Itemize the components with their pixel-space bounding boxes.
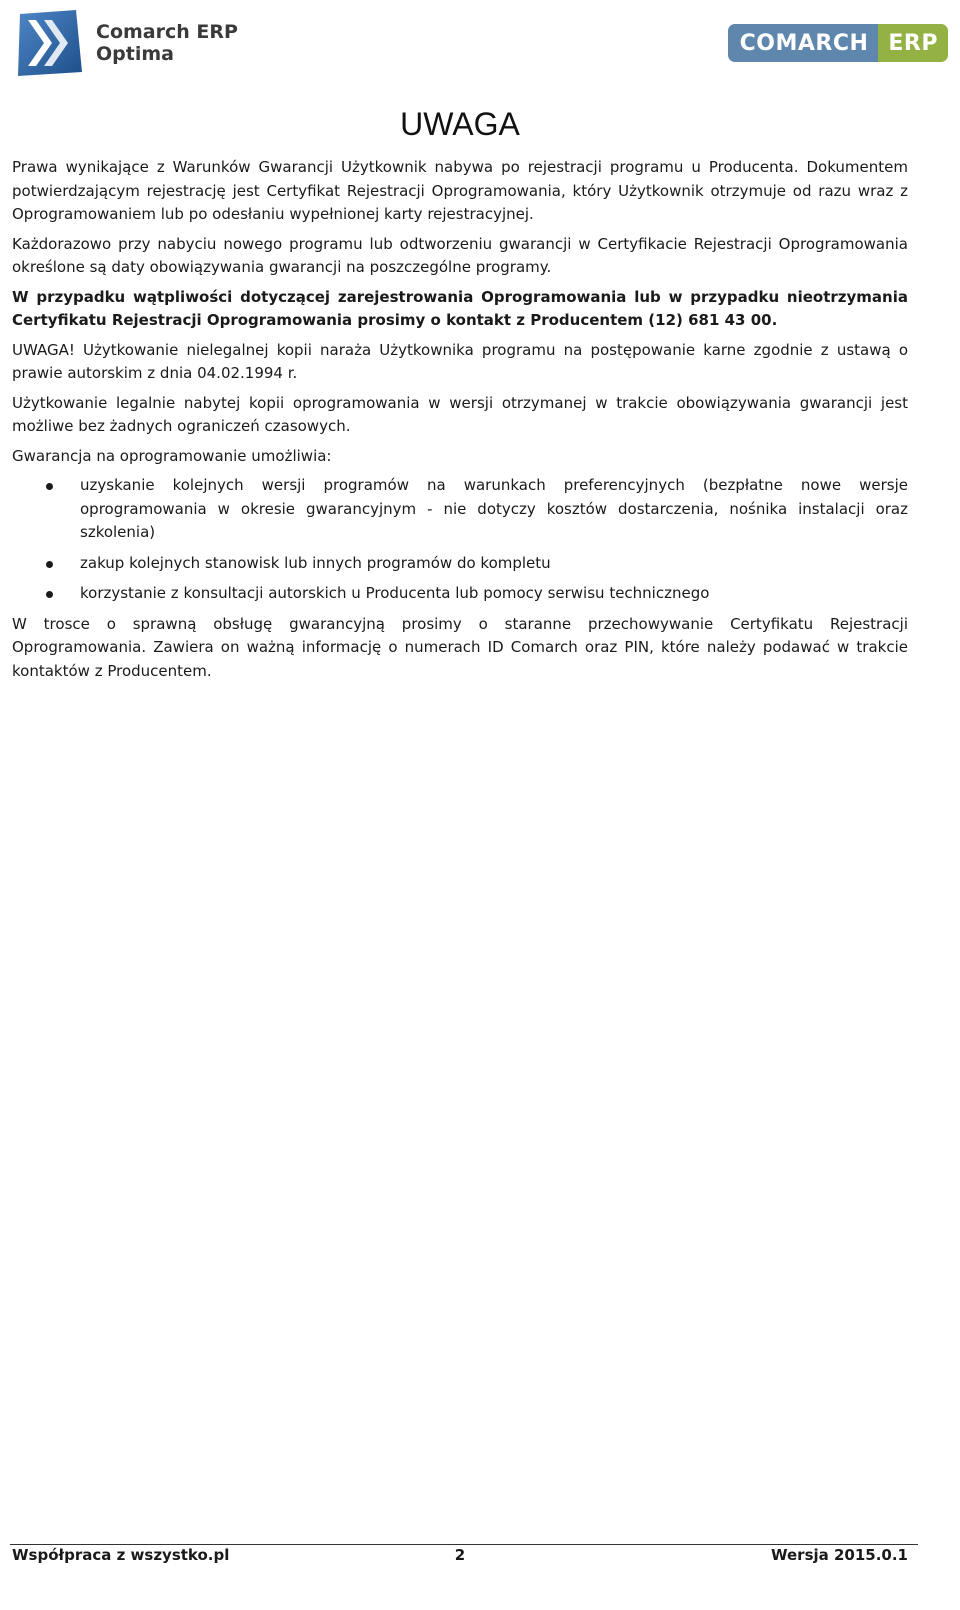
paragraph-contact: W przypadku wątpliwości dotyczącej zarejestrowania Oprogramowania lub w przypadku nieotrzymania Certyfikatu Rejestracji Oprogramowania prosimy o kontakt z Producentem (12) 681 43 00. <box>12 287 908 329</box>
page-title: UWAGA <box>400 106 520 142</box>
comarch-erp-logo <box>728 24 948 62</box>
warranty-benefits-list <box>12 474 908 606</box>
logo-product-line2: Optima <box>96 43 174 65</box>
paragraph-illegal-copy-warning: UWAGA! Użytkowanie nielegalnej kopii naraża Użytkownika programu na postępowanie karne zgodnie z ustawą o prawie autorskim z dnia 04.02.1994 r. <box>12 340 908 382</box>
bullet-icon <box>46 483 53 490</box>
list-item-text: zakup kolejnych stanowisk lub innych programów do kompletu <box>80 553 551 572</box>
bullet-icon <box>46 561 53 568</box>
paragraph-certificate-storage: W trosce o sprawną obsługę gwarancyjną prosimy o staranne przechowywanie Certyfikatu Rejestracji Oprogramowania. Zawiera on ważną informację o numerach ID Comarch oraz PIN, które należy podawać w trakcie kontaktów z Producentem. <box>12 614 908 680</box>
paragraph-warranty-intro: Gwarancja na oprogramowanie umożliwia: <box>12 446 332 465</box>
list-item <box>12 552 908 576</box>
footer-version: Wersja 2015.0.1 <box>770 1546 908 1564</box>
footer-page-number: 2 <box>454 1546 466 1564</box>
list-item-text: korzystanie z konsultacji autorskich u Producenta lub pomocy serwisu technicznego <box>80 584 710 602</box>
document-body <box>12 156 908 689</box>
logo-product-line1: Comarch ERP <box>96 21 238 43</box>
footer-left-text: Współpraca z wszystko.pl <box>12 1546 230 1564</box>
paragraph-certificate-dates: Każdorazowo przy nabyciu nowego programu lub odtworzeniu gwarancji w Certyfikacie Rejestracji Oprogramowania określone są daty obowiązywania gwarancji na poszczególne programy. <box>12 234 908 276</box>
paragraph-registration: Prawa wynikające z Warunków Gwarancji Użytkownik nabywa po rejestracji programu u Producenta. Dokumentem potwierdzającym rejestrację jest Certyfikat Rejestracji Oprogramowania, który Użytkownik otrzymuje od razu wraz z Oprogramowaniem lub po odesłaniu wypełnionej karty rejestracyjnej. <box>12 158 908 223</box>
list-item-text: uzyskanie kolejnych wersji programów na warunkach preferencyjnych (bezpłatne nowe wersje oprogramowania w okresie gwarancyjnym - nie dotyczy kosztów dostarczenia, nośnika instalacji oraz szkolenia) <box>80 476 908 541</box>
bullet-icon <box>46 591 53 598</box>
logo-brand-text: COMARCH <box>728 24 879 62</box>
list-item <box>12 474 908 545</box>
paragraph-legal-use: Użytkowanie legalnie nabytej kopii oprogramowania w wersji otrzymanej w trakcie obowiązywania gwarancji jest możliwe bez żadnych ograniczeń czasowych. <box>12 393 908 435</box>
page-footer <box>12 1546 908 1568</box>
footer-divider <box>10 1544 918 1545</box>
list-item <box>12 582 908 606</box>
logo-suffix-text: ERP <box>878 24 948 62</box>
comarch-erp-optima-logo <box>14 8 238 78</box>
comarch-chevron-logo-icon <box>14 8 86 78</box>
